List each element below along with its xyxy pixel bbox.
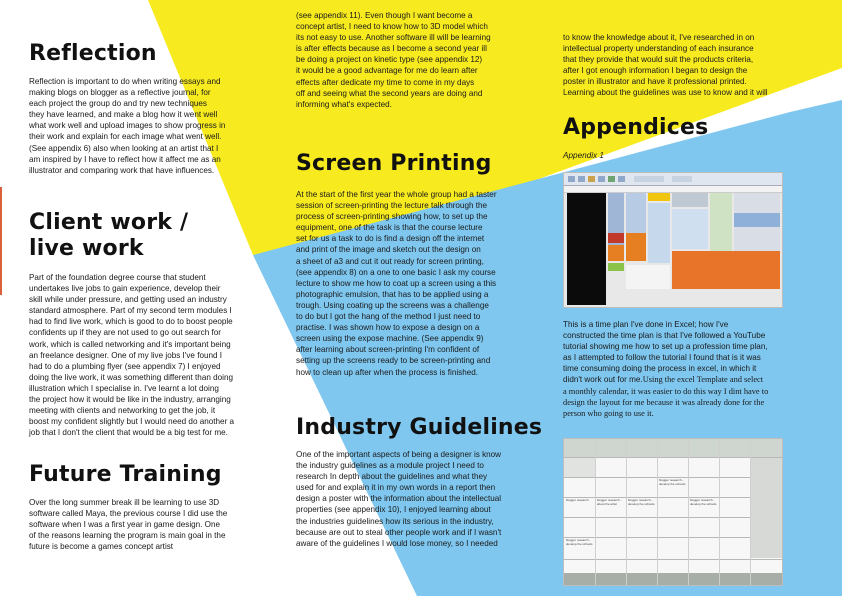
future-training-body — [29, 497, 284, 552]
industry-guidelines-body — [296, 449, 554, 549]
text-line: to do but I got the hang of the method I just need to — [296, 312, 481, 322]
text-line: am inspired by I have to reflect how it affect me as an — [29, 154, 221, 164]
text-line: One of the important aspects of being a designer is know — [296, 450, 502, 459]
appendix-1-description — [563, 319, 825, 419]
spreadsheet-orange-block — [626, 233, 646, 261]
text-line: future is become a games concept artist — [29, 542, 174, 552]
spreadsheet-lightblue-block — [626, 193, 646, 233]
text-line: its not easy to use. Another software ill will be learning — [296, 33, 491, 43]
appendices-heading: Appendices — [563, 115, 709, 140]
text-line: of the reasons learning the program is main goal in the — [29, 531, 226, 541]
text-line: doing the live work, it was something different than doing — [29, 372, 233, 382]
spreadsheet-blue-block — [734, 213, 780, 227]
text-line: how to clean up after when the process is finished. — [296, 367, 479, 377]
text-line: Learning about the guidelines was use to know and it will — [563, 88, 768, 98]
text-line: job that I don't the client that would be a big test for me. — [29, 428, 228, 438]
text-line: the industries guidelines how its serious in the industry, — [296, 516, 494, 526]
text-line: off and seeing what the second years are doing and — [296, 88, 483, 98]
text-line: used for and explain it in my own words in a report then — [296, 483, 496, 493]
text-line: design a poster with the information about the intellectual — [296, 494, 502, 504]
text-line-part: didn't work out for me. — [563, 375, 643, 385]
spreadsheet-ribbon — [564, 173, 782, 186]
text-line: skill while under pressure, and getting used an industry — [29, 295, 227, 305]
spreadsheet-orange-block — [672, 251, 780, 289]
time-plan-spreadsheet-image — [563, 172, 783, 308]
text-line: trough. Using coating up the screens was a challenge — [296, 300, 489, 310]
calendar-grey-cell — [751, 458, 782, 558]
serif-text-line: person who going to use it. — [563, 408, 654, 418]
spreadsheet-yellow-block — [648, 193, 670, 201]
future-training-section — [29, 462, 284, 552]
text-line: equipment, one of the task is that the course lecture — [296, 223, 483, 233]
calendar-entry: blogger research - develop the schools — [659, 478, 686, 486]
text-line: is after effects because as I become a second year ill — [296, 44, 487, 54]
client-work-body — [29, 272, 284, 438]
text-line: software when I was a first year in game design. One — [29, 520, 221, 530]
text-line: set for us a task to do is find a design off the internet — [296, 234, 485, 244]
text-line: illustration which I specialise in. I've learnt a lot doing — [29, 383, 219, 393]
spreadsheet-white-block — [626, 265, 670, 289]
client-work-heading-line-1: Client work / — [29, 210, 189, 235]
text-line: (See appendix 6) also when looking at an artist that I — [29, 143, 219, 153]
text-line: to know the knowledge about it, I've researched in on — [563, 33, 755, 42]
spreadsheet-lightblue-block — [672, 209, 708, 249]
text-line: photographic emulsion, that has to be applied using a — [296, 289, 489, 299]
spreadsheet-orange-block — [608, 245, 624, 261]
text-line: and print of the image and sketch out the design on — [296, 245, 481, 255]
text-line: setting up the screens ready to be screen-printing and — [296, 356, 491, 366]
text-line: meeting with clients and networking to get the job, it — [29, 406, 216, 416]
text-line: a sheet of a3 and cut it out ready for screen printing, — [296, 256, 484, 266]
text-line: aware of the guidelines I would lose money, so I needed — [296, 538, 498, 548]
text-line: had to do a plumbing flyer (see appendix 7) I enjoyed — [29, 361, 221, 371]
text-line: session of screen-printing the lecture talk through the — [296, 201, 488, 211]
left-edge-mark — [0, 187, 2, 295]
text-line — [563, 374, 825, 385]
text-line: had to find live work, which is good to do to boost people — [29, 317, 233, 327]
reflection-body — [29, 76, 284, 176]
text-line: properties (see appendix 10), I enjoyed learning about — [296, 505, 491, 515]
screen-printing-body — [296, 189, 554, 378]
calendar-grey-cell — [564, 458, 595, 477]
spreadsheet-black-block — [567, 193, 606, 305]
calendar-entry: blogger research - develop the schools — [690, 498, 717, 506]
text-line: work, which is called networking and it's important being — [29, 339, 231, 349]
text-line: This is a time plan I've done in Excel; how I've — [563, 320, 729, 329]
text-line: standard atmosphere. Part of my second term modules I — [29, 306, 232, 316]
text-line: their work and explain for each image what went well. — [29, 132, 222, 142]
text-line: poster in illustrator and have it professional printed. — [563, 77, 747, 87]
text-line: that they provide that would suit the products criteria, — [563, 55, 754, 65]
serif-text-line: a monthly calendar, it was easier to do this way I dint have to — [563, 386, 769, 396]
industry-guidelines-heading: Industry Guidelines — [296, 415, 543, 440]
text-line: an freelance designer. One of my live jobs I've found I — [29, 350, 223, 360]
text-line: they have learned, and make a blog how it went well — [29, 110, 218, 120]
text-line: (see appendix 8) on a one to one basic I ask my course — [296, 267, 496, 277]
text-line: Part of the foundation degree course that student — [29, 273, 206, 282]
future-training-heading: Future Training — [29, 462, 222, 487]
spreadsheet-green-block — [608, 263, 624, 271]
spreadsheet-column-header — [564, 186, 782, 193]
monthly-calendar-image — [563, 438, 783, 586]
reflection-heading: Reflection — [29, 41, 157, 66]
text-line: practise. I was shown how to expose a design on a — [296, 323, 480, 333]
text-line: undertakes live jobs to gain experience, develop their — [29, 284, 221, 294]
text-line: Reflection is important to do when writing essays and — [29, 77, 221, 86]
text-line: be doing a project on kinetic type (see appendix 12) — [296, 55, 483, 65]
spreadsheet-grey-block — [672, 193, 708, 207]
text-line: making blogs on blogger as a reflective journal, for — [29, 88, 211, 98]
text-line: the industry guidelines as a module project I need to — [296, 461, 484, 471]
text-line: what work well and upload images to show progress in — [29, 121, 226, 131]
text-line: confidents up if they are not used to go out search for — [29, 328, 221, 338]
appendix-caption: Appendix 1 — [563, 151, 604, 160]
text-line: lecture to show me how to coat up a screen using a this — [296, 278, 497, 288]
spreadsheet-red-block — [608, 233, 624, 243]
screen-printing-heading: Screen Printing — [296, 151, 492, 176]
text-line: after I got enough information I began to design the — [563, 66, 748, 76]
serif-text-part: Using the excel Template and select — [642, 375, 764, 385]
text-line: At the start of the first year the whole group had a taster — [296, 190, 497, 199]
text-line: process of screen-printing showing how, to set up the — [296, 212, 488, 222]
right-top-continuation — [563, 32, 825, 99]
spreadsheet-green-block — [710, 193, 732, 251]
text-line: after learning about screen-printing I'm confident of — [296, 345, 480, 355]
serif-text-line: design the layout for me because it was already done for the — [563, 397, 765, 407]
text-line: boost my confident slightly but I would need do another a — [29, 417, 235, 427]
client-work-section — [29, 210, 284, 438]
text-line: research In depth about the guidelines and what they — [296, 472, 488, 482]
text-line: tutorial showing me how to set up a profession time plan, — [563, 342, 768, 352]
calendar-entry: blogger research - develop the schools — [628, 498, 655, 506]
calendar-entry: blogger research - develop the schools — [566, 538, 593, 546]
text-line: concept artist, I need to know how to 3D model which — [296, 22, 488, 32]
reflection-section — [29, 41, 284, 176]
text-line: each project the group do and try new techniques — [29, 99, 207, 109]
text-line: the project how it would be like in the industry, arranging — [29, 395, 231, 405]
screen-printing-section — [296, 151, 554, 378]
text-line: Over the long summer break ill be learning to use 3D — [29, 498, 220, 507]
text-line: as I attempted to follow the tutorial I found that is it was — [563, 353, 761, 363]
appendices-section — [563, 115, 825, 161]
text-line: it would be a good advantage for me do learn after — [296, 66, 478, 76]
client-work-heading-line-2: live work — [29, 236, 144, 261]
text-line: intellectual property understanding of each insurance — [563, 44, 754, 54]
text-line: constructed the time plan is that I've followed a YouTube — [563, 331, 766, 341]
text-line: effects after dedicate my time to come in my days — [296, 77, 475, 87]
spreadsheet-lightblue-block — [648, 203, 670, 263]
text-line: software called Maya, the previous course I did use the — [29, 509, 228, 519]
text-line: time consuming doing the process in excel, in which it — [563, 364, 757, 374]
text-line: screen using the expose machine. (See appendix 9) — [296, 334, 484, 344]
text-line: illustrator and comparing work that have influences. — [29, 165, 215, 175]
text-line: informing what's expected. — [296, 99, 392, 109]
text-line: because are out to steal other people work and if I wasn't — [296, 527, 502, 537]
calendar-entry: blogger research — [566, 498, 589, 502]
calendar-entry: blogger research - about the artist — [597, 498, 622, 506]
industry-guidelines-section — [296, 415, 554, 549]
middle-top-continuation — [296, 10, 554, 110]
text-line: (see appendix 11). Even though I want become a — [296, 11, 473, 20]
